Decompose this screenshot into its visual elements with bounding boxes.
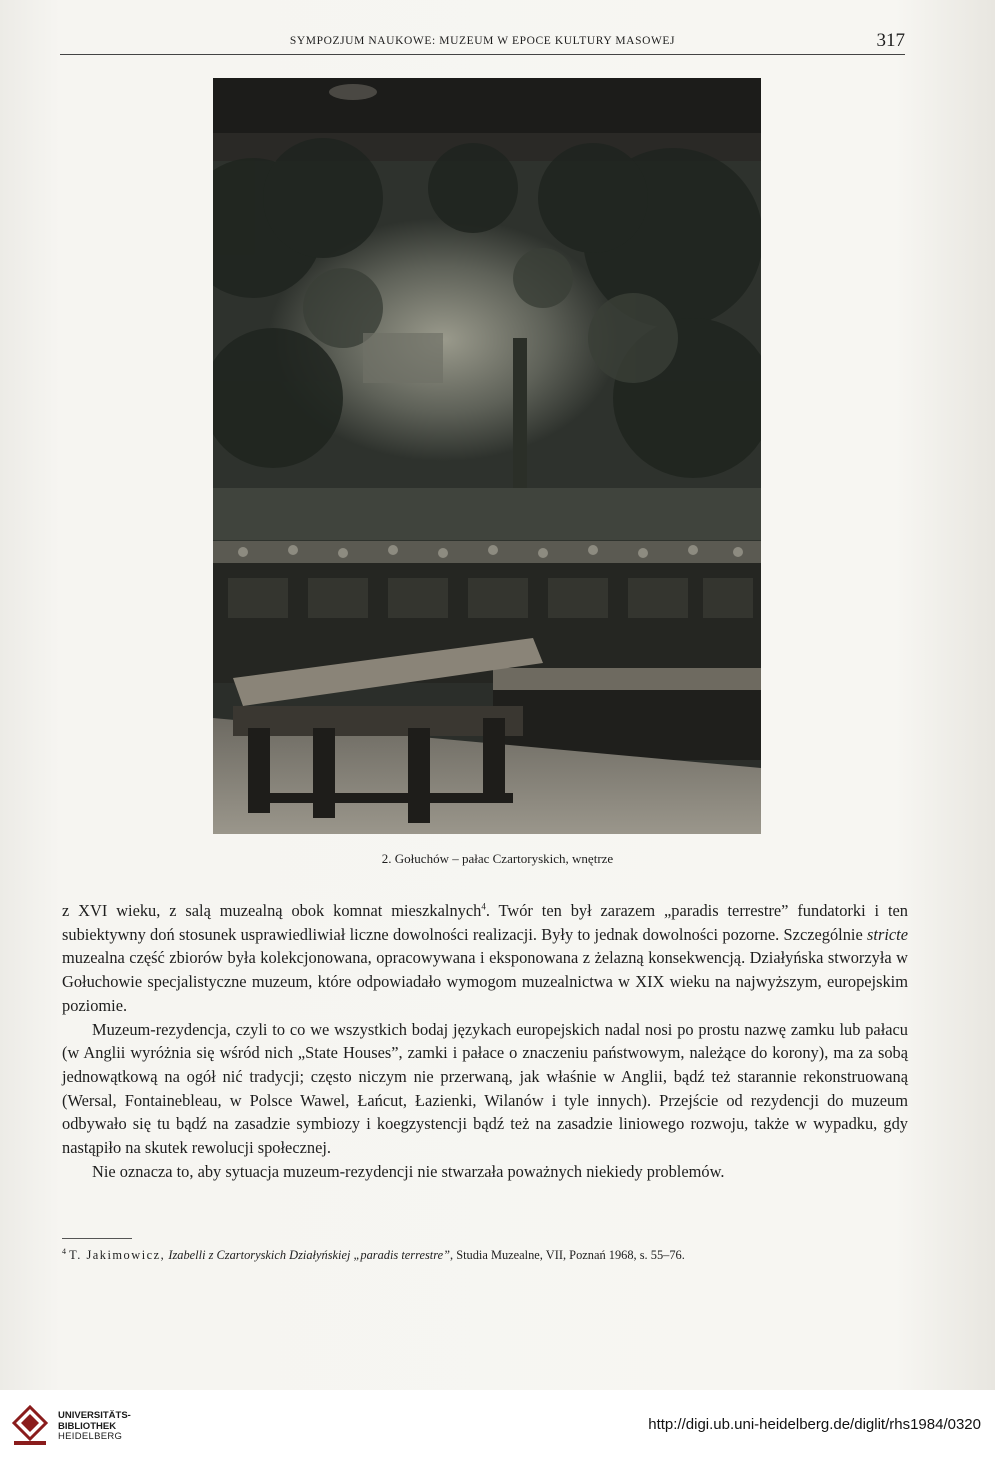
footnote-mark: 4 <box>62 1246 66 1256</box>
footnote-reference[interactable]: 4 <box>481 901 486 912</box>
university-library-logo-icon[interactable] <box>10 1403 50 1449</box>
library-name[interactable]: UNIVERSITÄTS- BIBLIOTHEK HEIDELBERG <box>58 1410 131 1442</box>
body-text <box>62 899 908 1183</box>
footnote <box>62 1246 908 1264</box>
page-header <box>60 30 905 55</box>
interior-photograph <box>213 78 761 834</box>
footnote-author: T. Jakimowicz, <box>69 1248 166 1262</box>
paragraph-2: Muzeum-rezydencja, czyli to co we wszystkich bodaj językach europejskich nadal nosi po prostu nazwę zamku lub pałacu (w Anglii wyróżnia się wśród nich „State Houses”, zamki i pałace o znaczeniu państwowym, należące do korony), ma za sobą jednowątkową na ogół nić tradycji; często niczym nie przerwaną, jak właśnie w Anglii, bądź też starannie rekonstruowaną (Wersal, Fontainebleau, w Polsce Wawel, Łańcut, Łazienki, Wilanów i tyle innych). Przejście od rezydencji do muzeum odbywało się tu bądź na zasadzie symbiozy i koegzystencji bądź też na zasadzie liniowego rozwoju, także w wypadku, gdy nastąpiło na skutek rewolucji społecznej. <box>62 1019 908 1158</box>
permalink-url[interactable]: http://digi.ub.uni-heidelberg.de/diglit/rhs1984/0320 <box>648 1416 981 1433</box>
footnote-divider <box>62 1238 132 1239</box>
page-number: 317 <box>876 30 905 51</box>
figure-caption: 2. Gołuchów – pałac Czartoryskich, wnętrze <box>381 851 614 866</box>
footnote-source: , Studia Muzealne, VII, Poznań 1968, s. 55–76. <box>450 1248 685 1262</box>
paragraph-1: z XVI wieku, z salą muzealną obok komnat mieszkalnych$^4$. Twór ten był zarazem „paradis terrestre” fundatorki i ten subiektywny doń stosunek usprawiedliwiał liczne dowolności realizacji. Były to jednak dowolności pozorne. Szczególnie stricte muzealna część zbiorów była kolekcjonowana, opracowywana i eksponowana z żelazną konsekwencją. Działyńska stworzyła w Gołuchowie specjalistyczne muzeum, które odpowiadało wymogom muzealnictwa w XIX wieku na najwyższym, europejskim poziomie. <box>62 901 908 1015</box>
running-head: SYMPOZJUM NAUKOWE: MUZEUM W EPOCE KULTURY MASOWEJ <box>289 35 676 47</box>
tapestry-room-illustration <box>213 78 761 834</box>
footnote-title: Izabelli z Czartoryskich Działyńskiej „paradis terrestre” <box>168 1248 450 1262</box>
paragraph-3: Nie oznacza to, aby sytuacja muzeum-rezydencji nie stwarzała poważnych niekiedy problemów. <box>92 1161 725 1181</box>
